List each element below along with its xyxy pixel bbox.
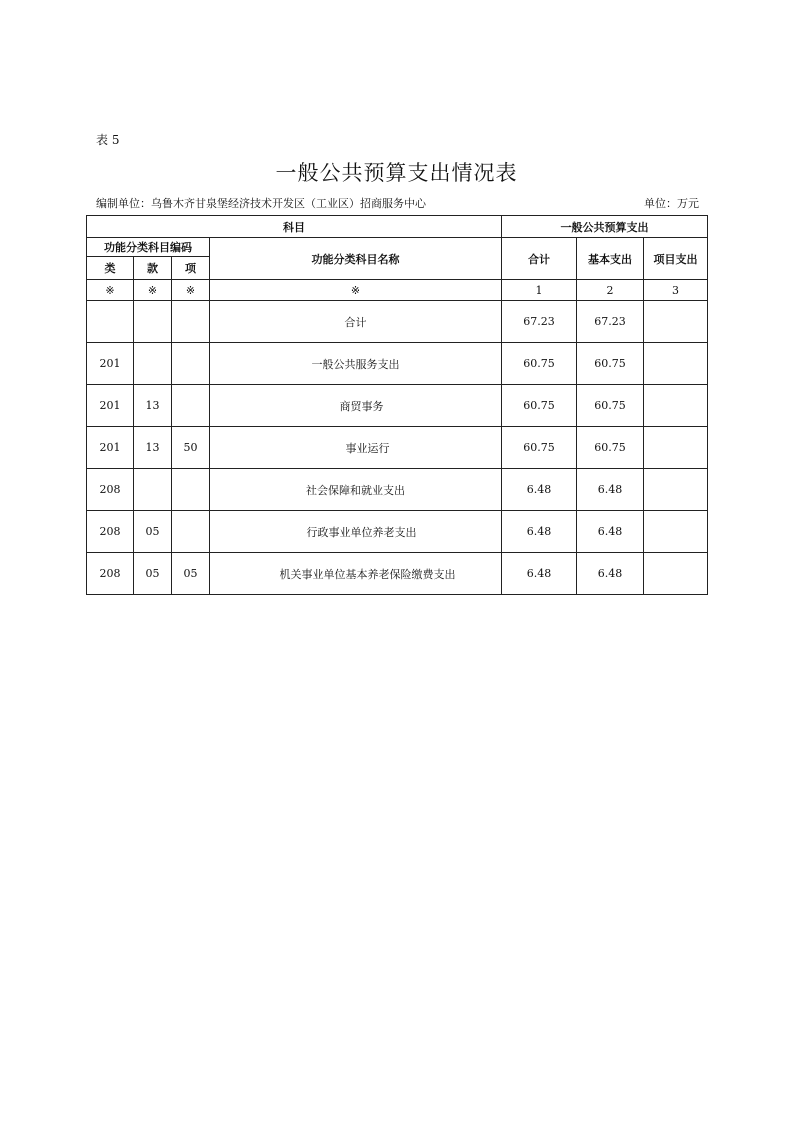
header-subject: 科目 [87, 216, 502, 238]
header-xiang: 项 [172, 257, 210, 280]
cell-name [210, 301, 502, 343]
cell-lei: 208 [87, 511, 134, 553]
cell-kuan [134, 343, 172, 385]
subject-name: 事业运行 [345, 441, 390, 455]
cell-name [210, 343, 502, 385]
cell-kuan: 13 [134, 427, 172, 469]
cell-project [644, 469, 708, 511]
table-row [87, 385, 708, 427]
compiling-unit: 编制单位：乌鲁木齐甘泉堡经济技术开发区（工业区）招商服务中心 [96, 197, 426, 210]
col-num-1: 1 [502, 280, 577, 301]
header-row-4 [87, 280, 708, 301]
table-label: 表 5 [96, 133, 120, 147]
header-func-code: 功能分类科目编码 [87, 238, 210, 257]
subject-name: 一般公共服务支出 [311, 357, 400, 371]
budget-table [86, 215, 708, 595]
cell-basic: 6.48 [577, 511, 644, 553]
header-general-budget-expenditure: 一般公共预算支出 [502, 216, 708, 238]
cell-xiang: 50 [172, 427, 210, 469]
mark-name: ※ [210, 280, 502, 301]
subject-name: 商贸事务 [339, 399, 384, 413]
cell-lei [87, 301, 134, 343]
cell-xiang [172, 343, 210, 385]
cell-total: 6.48 [502, 511, 577, 553]
subject-name: 合计 [344, 315, 367, 329]
cell-project [644, 427, 708, 469]
currency-unit: 单位：万元 [644, 197, 699, 210]
subject-name: 行政事业单位养老支出 [306, 525, 417, 539]
cell-project [644, 553, 708, 595]
cell-xiang [172, 301, 210, 343]
cell-lei: 201 [87, 343, 134, 385]
cell-xiang [172, 385, 210, 427]
cell-name [210, 553, 502, 595]
cell-basic: 67.23 [577, 301, 644, 343]
cell-xiang: 05 [172, 553, 210, 595]
cell-project [644, 511, 708, 553]
cell-basic: 6.48 [577, 469, 644, 511]
mark-xiang: ※ [172, 280, 210, 301]
header-total: 合计 [502, 238, 577, 280]
cell-total: 60.75 [502, 427, 577, 469]
subject-name: 机关事业单位基本养老保险缴费支出 [279, 567, 456, 581]
subject-name: 社会保障和就业支出 [306, 483, 405, 497]
header-row-2 [87, 238, 708, 257]
cell-name [210, 469, 502, 511]
cell-total: 6.48 [502, 469, 577, 511]
cell-total: 67.23 [502, 301, 577, 343]
cell-basic: 60.75 [577, 427, 644, 469]
cell-xiang [172, 511, 210, 553]
table-row [87, 511, 708, 553]
cell-kuan [134, 469, 172, 511]
table-row [87, 343, 708, 385]
cell-kuan: 05 [134, 511, 172, 553]
header-func-name: 功能分类科目名称 [210, 238, 502, 280]
page-title: 一般公共预算支出情况表 [275, 161, 518, 185]
cell-project [644, 343, 708, 385]
cell-kuan [134, 301, 172, 343]
header-kuan: 款 [134, 257, 172, 280]
cell-basic: 6.48 [577, 553, 644, 595]
cell-lei: 201 [87, 385, 134, 427]
table-row [87, 427, 708, 469]
cell-basic: 60.75 [577, 385, 644, 427]
cell-xiang [172, 469, 210, 511]
header-basic: 基本支出 [577, 238, 644, 280]
col-num-3: 3 [644, 280, 708, 301]
cell-lei: 201 [87, 427, 134, 469]
cell-total: 60.75 [502, 385, 577, 427]
table-row [87, 469, 708, 511]
cell-project [644, 301, 708, 343]
header-project: 项目支出 [644, 238, 708, 280]
cell-total: 6.48 [502, 553, 577, 595]
header-row-1 [87, 216, 708, 238]
cell-name [210, 511, 502, 553]
table-row [87, 553, 708, 595]
cell-project [644, 385, 708, 427]
cell-total: 60.75 [502, 343, 577, 385]
table-row [87, 301, 708, 343]
cell-kuan: 05 [134, 553, 172, 595]
cell-basic: 60.75 [577, 343, 644, 385]
cell-name [210, 427, 502, 469]
cell-lei: 208 [87, 469, 134, 511]
mark-kuan: ※ [134, 280, 172, 301]
mark-lei: ※ [87, 280, 134, 301]
header-lei: 类 [87, 257, 134, 280]
cell-kuan: 13 [134, 385, 172, 427]
col-num-2: 2 [577, 280, 644, 301]
cell-lei: 208 [87, 553, 134, 595]
cell-name [210, 385, 502, 427]
